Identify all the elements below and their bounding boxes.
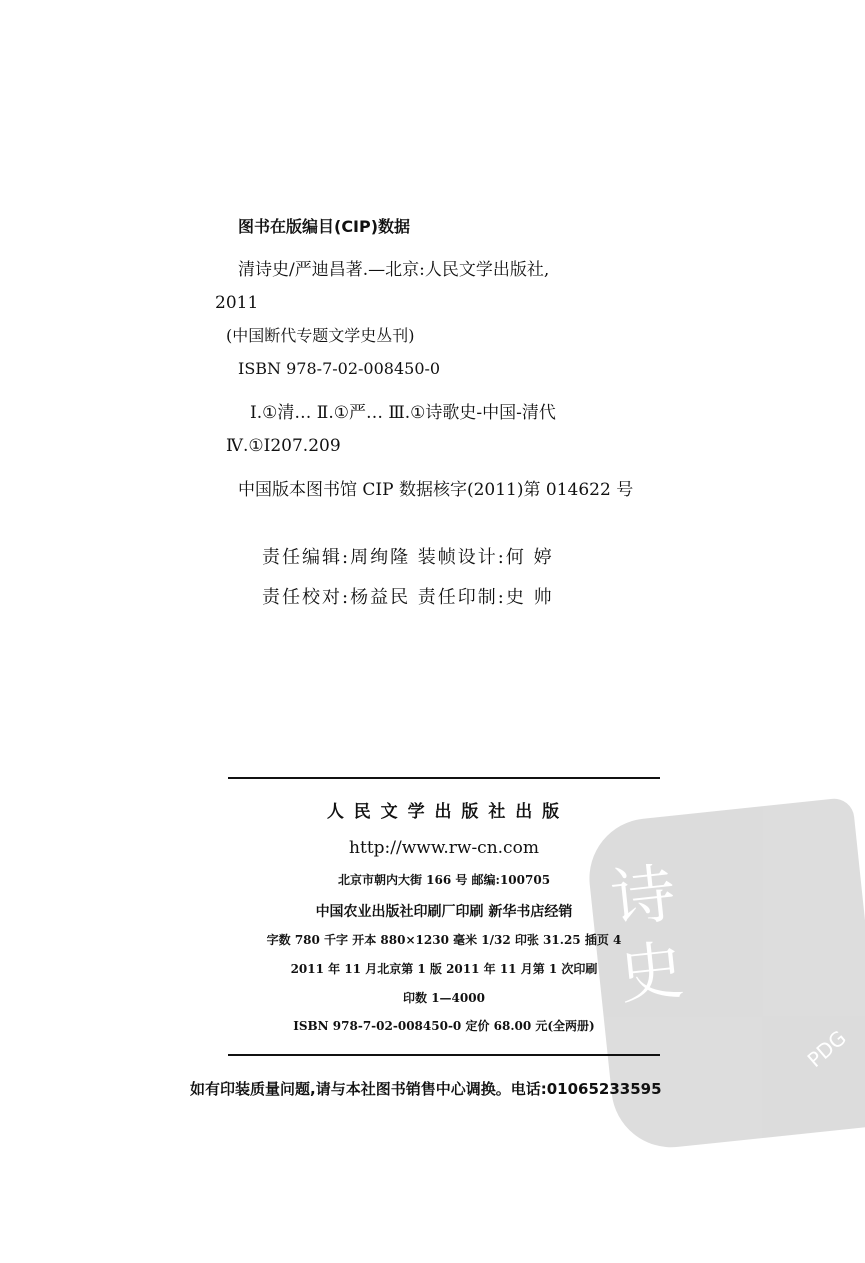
- stamp-seal-glyphs: 诗 史: [607, 856, 692, 1014]
- colophon-url: http://www.rw-cn.com: [349, 838, 539, 858]
- footer-notice: 如有印装质量问题,请与本社图书销售中心调换。电话:01065233595: [190, 1080, 662, 1098]
- cip-entry-line1: 清诗史/严迪昌著.—北京:人民文学出版社,: [238, 260, 550, 280]
- colophon-printer: 中国农业出版社印刷厂印刷 新华书店经销: [315, 904, 573, 920]
- cip-heading: 图书在版编目(CIP)数据: [238, 217, 411, 236]
- colophon-editions: 2011 年 11 月北京第 1 版 2011 年 11 月第 1 次印刷: [290, 962, 598, 976]
- cip-isbn: ISBN 978-7-02-008450-0: [238, 359, 441, 378]
- top-divider: [228, 777, 660, 779]
- cip-entry-line2: 2011: [215, 293, 259, 313]
- colophon-specs: 字数 780 千字 开本 880×1230 毫米 1/32 印张 31.25 插页 4: [266, 933, 622, 947]
- colophon-print-run: 印数 1—4000: [403, 991, 485, 1005]
- cip-record: 中国版本图书馆 CIP 数据核字(2011)第 014622 号: [238, 480, 634, 500]
- staff-line2: 责任校对:杨益民 责任印制:史 帅: [262, 587, 554, 608]
- stamp-pdg-label: PDG: [802, 1025, 851, 1072]
- bottom-divider: [228, 1054, 660, 1056]
- colophon-address: 北京市朝内大街 166 号 邮编:100705: [337, 873, 551, 887]
- cip-subjects: Ⅰ.①清… Ⅱ.①严… Ⅲ.①诗歌史-中国-清代: [250, 403, 556, 423]
- cip-classification: Ⅳ.①I207.209: [226, 436, 341, 456]
- staff-line1: 责任编辑:周绚隆 装帧设计:何 婷: [262, 547, 554, 568]
- cip-series: (中国断代专题文学史丛刊): [226, 326, 415, 345]
- colophon-isbn-price: ISBN 978-7-02-008450-0 定价 68.00 元(全两册): [293, 1019, 595, 1033]
- colophon-publisher: 人 民 文 学 出 版 社 出 版: [326, 802, 562, 822]
